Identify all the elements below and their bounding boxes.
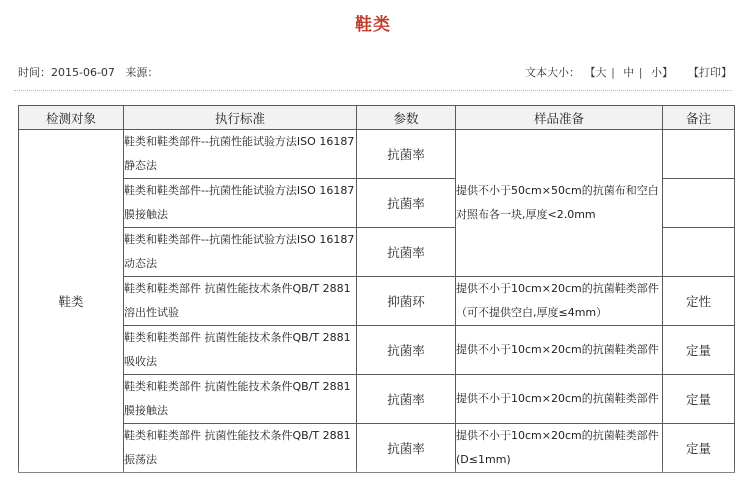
table-row xyxy=(19,130,735,179)
print-link[interactable]: 【打印】 xyxy=(688,66,732,79)
page-title: 鞋类 xyxy=(355,15,391,35)
divider xyxy=(14,90,732,91)
sample-prep-cell: 提供不小于10cm×20cm的抗菌鞋类部件 (D≤1mm) xyxy=(456,424,663,473)
standard-cell: 鞋类和鞋类部件 抗菌性能技术条件QB/T 2881 振荡法 xyxy=(124,424,357,473)
note-cell: 定性 xyxy=(663,277,735,326)
font-size-large-link[interactable]: 【大 xyxy=(584,66,607,79)
table-row xyxy=(19,326,735,375)
parameter-cell: 抗菌率 xyxy=(357,326,456,375)
standard-cell: 鞋类和鞋类部件 抗菌性能技术条件QB/T 2881 膜接触法 xyxy=(124,375,357,424)
time-label: 时间： xyxy=(18,66,51,79)
standard-cell: 鞋类和鞋类部件--抗菌性能试验方法ISO 16187 静态法 xyxy=(124,130,357,179)
header-parameter: 参数 xyxy=(357,106,456,130)
text-size-label: 文本大小： xyxy=(525,66,581,79)
table-row xyxy=(19,277,735,326)
note-cell: 定量 xyxy=(663,375,735,424)
parameter-cell: 抗菌率 xyxy=(357,228,456,277)
note-cell xyxy=(663,179,735,228)
note-cell: 定量 xyxy=(663,424,735,473)
sample-prep-cell: 提供不小于10cm×20cm的抗菌鞋类部件 xyxy=(456,375,663,424)
parameter-cell: 抗菌率 xyxy=(357,424,456,473)
separator: | xyxy=(611,66,615,79)
sample-prep-cell: 提供不小于50cm×50cm的抗菌布和空白对照布各一块,厚度<2.0mm xyxy=(456,130,663,277)
test-object-cell: 鞋类 xyxy=(19,130,124,473)
note-cell xyxy=(663,130,735,179)
publish-info xyxy=(18,64,158,80)
table-row xyxy=(19,375,735,424)
note-cell: 定量 xyxy=(663,326,735,375)
table-header-row xyxy=(19,106,735,130)
parameter-cell: 抗菌率 xyxy=(357,375,456,424)
header-note: 备注 xyxy=(663,106,735,130)
standard-cell: 鞋类和鞋类部件--抗菌性能试验方法ISO 16187 膜接触法 xyxy=(124,179,357,228)
standard-cell: 鞋类和鞋类部件 抗菌性能技术条件QB/T 2881 吸收法 xyxy=(124,326,357,375)
source-label: 来源： xyxy=(125,66,159,79)
separator: | xyxy=(638,66,643,79)
header-test-object: 检测对象 xyxy=(19,106,124,130)
testing-standards-table xyxy=(18,105,735,473)
standard-cell: 鞋类和鞋类部件--抗菌性能试验方法ISO 16187 动态法 xyxy=(124,228,357,277)
text-size-controls xyxy=(524,64,732,80)
sample-prep-cell: 提供不小于10cm×20cm的抗菌鞋类部件（可不提供空白,厚度≤4mm） xyxy=(456,277,663,326)
article-meta xyxy=(18,64,732,82)
sample-prep-cell: 提供不小于10cm×20cm的抗菌鞋类部件 xyxy=(456,326,663,375)
font-size-small-link[interactable]: 小】 xyxy=(651,66,673,79)
parameter-cell: 抗菌率 xyxy=(357,130,456,179)
time-value: 2015-06-07 xyxy=(51,66,115,79)
parameter-cell: 抗菌率 xyxy=(357,179,456,228)
header-standard: 执行标准 xyxy=(124,106,357,130)
note-cell xyxy=(663,228,735,277)
standard-cell: 鞋类和鞋类部件 抗菌性能技术条件QB/T 2881 溶出性试验 xyxy=(124,277,357,326)
font-size-medium-link[interactable]: 中 xyxy=(623,66,635,79)
table-row xyxy=(19,424,735,473)
header-sample-prep: 样品准备 xyxy=(456,106,663,130)
bottom-fade xyxy=(0,468,746,485)
parameter-cell: 抑菌环 xyxy=(357,277,456,326)
